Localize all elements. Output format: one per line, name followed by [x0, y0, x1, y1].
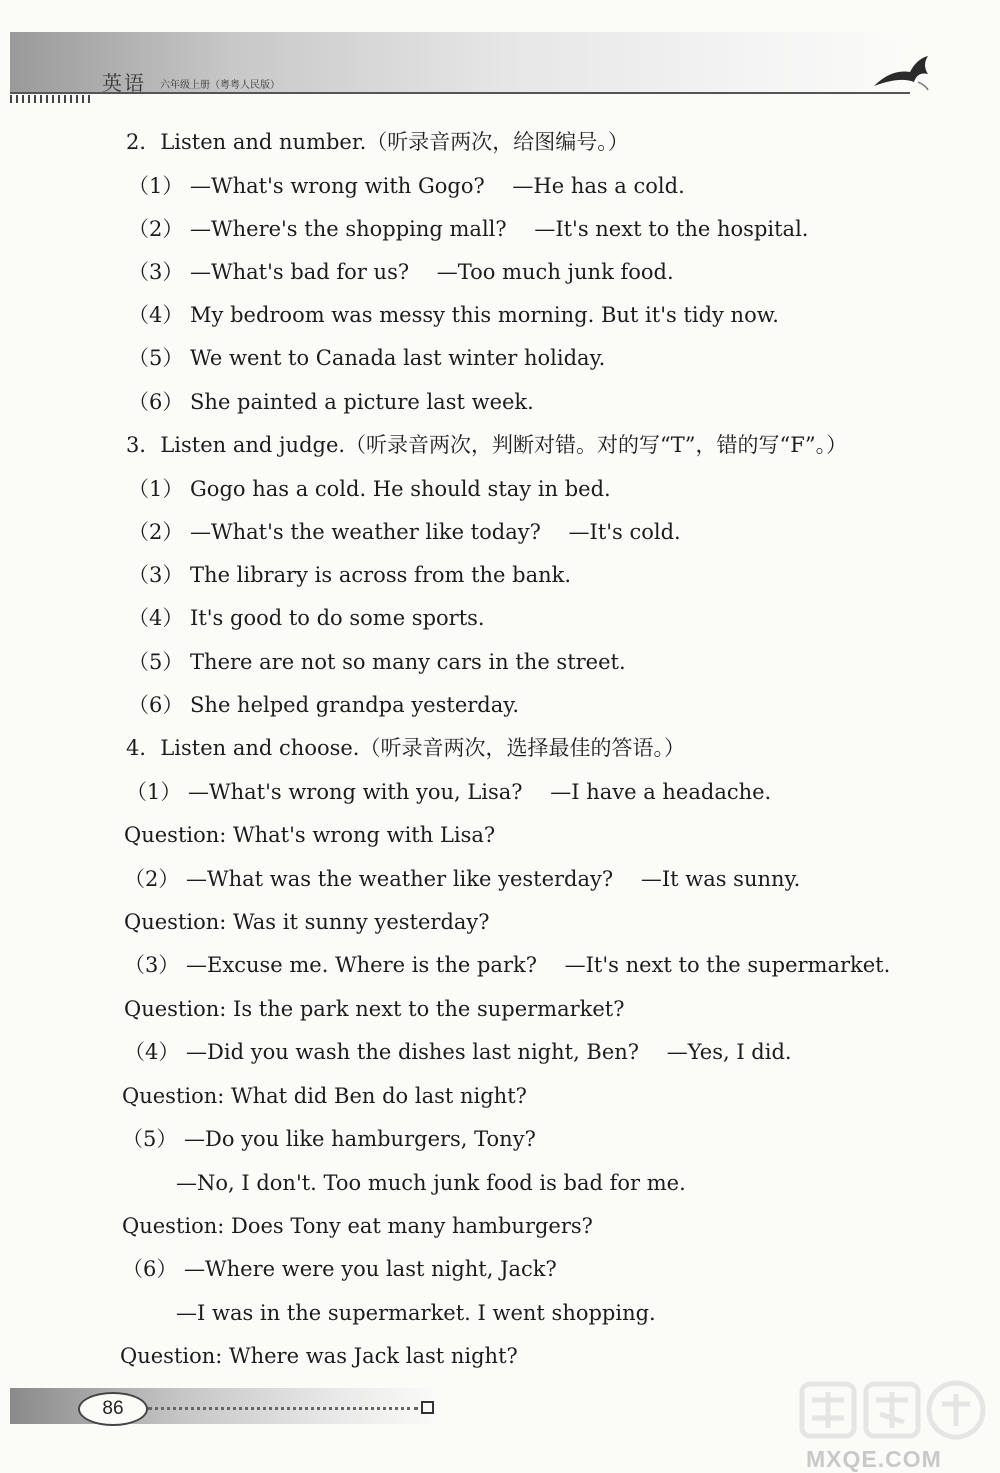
- footer-dotted-rule: [148, 1407, 418, 1410]
- section-4-item-4-dialogue: （4） —Did you wash the dishes last night, Ben? —Yes, I did.: [124, 1040, 792, 1064]
- section-2-item-5: （5） We went to Canada last winter holiday.: [128, 346, 606, 370]
- section-4-item-3-question: Question: Is the park next to the supermarket?: [124, 997, 625, 1021]
- section-4-item-5-question: Question: Does Tony eat many hamburgers?: [122, 1214, 593, 1238]
- section-3-item-1: （1） Gogo has a cold. He should stay in bed.: [128, 477, 611, 501]
- section-4-item-2-dialogue: （2） —What was the weather like yesterday? —It was sunny.: [124, 867, 801, 891]
- section-3-item-2: （2） —What's the weather like today? —It's cold.: [128, 520, 681, 544]
- section-2-item-4: （4） My bedroom was messy this morning. But it's tidy now.: [128, 303, 779, 327]
- section-3-item-3: （3） The library is across from the bank.: [128, 563, 572, 587]
- section-2-heading: 2．Listen and number.（听录音两次，给图编号。）: [126, 130, 629, 154]
- section-2-item-1: （1） —What's wrong with Gogo? —He has a cold.: [128, 174, 685, 198]
- section-4-item-6-question: Question: Where was Jack last night?: [120, 1344, 518, 1368]
- section-3-item-4: （4） It's good to do some sports.: [128, 606, 485, 630]
- section-4-item-4-question: Question: What did Ben do last night?: [122, 1084, 527, 1108]
- section-4-item-6-reply: —I was in the supermarket. I went shopping.: [176, 1301, 656, 1325]
- section-4-item-6-dialogue: （6） —Where were you last night, Jack?: [122, 1257, 557, 1281]
- section-3-item-6: （6） She helped grandpa yesterday.: [128, 693, 520, 717]
- page-number: 86: [78, 1392, 148, 1426]
- section-2-item-3: （3） —What's bad for us? —Too much junk food.: [128, 260, 674, 284]
- footer-square-icon: [421, 1401, 434, 1414]
- header-ticks: [10, 95, 94, 103]
- section-3-item-5: （5） There are not so many cars in the street.: [128, 650, 626, 674]
- page-header: [0, 0, 1000, 108]
- section-4-item-5-reply: —No, I don't. Too much junk food is bad for me.: [176, 1171, 686, 1195]
- header-subject: 英语: [102, 71, 146, 95]
- section-4-item-1-dialogue: （1） —What's wrong with you, Lisa? —I have a headache.: [126, 780, 772, 804]
- watermark-site-text: MXQE.COM: [806, 1446, 942, 1472]
- section-2-item-2: （2） —Where's the shopping mall? —It's next to the hospital.: [128, 217, 809, 241]
- section-4-item-2-question: Question: Was it sunny yesterday?: [124, 910, 490, 934]
- section-4-heading: 4．Listen and choose.（听录音两次，选择最佳的答语。）: [126, 736, 685, 760]
- section-4-item-3-dialogue: （3） —Excuse me. Where is the park? —It's next to the supermarket.: [124, 953, 891, 977]
- footer-strip: [10, 1388, 440, 1424]
- section-4-item-1-question: Question: What's wrong with Lisa?: [124, 823, 496, 847]
- bird-logo-icon: [872, 52, 932, 92]
- section-4-item-5-dialogue: （5） —Do you like hamburgers, Tony?: [122, 1127, 536, 1151]
- header-grade: 六年级上册（粤粤人民版）: [160, 80, 280, 91]
- section-3-heading: 3．Listen and judge.（听录音两次，判断对错。对的写“T”，错的写“F”。）: [126, 433, 848, 457]
- section-2-item-6: （6） She painted a picture last week.: [128, 390, 534, 414]
